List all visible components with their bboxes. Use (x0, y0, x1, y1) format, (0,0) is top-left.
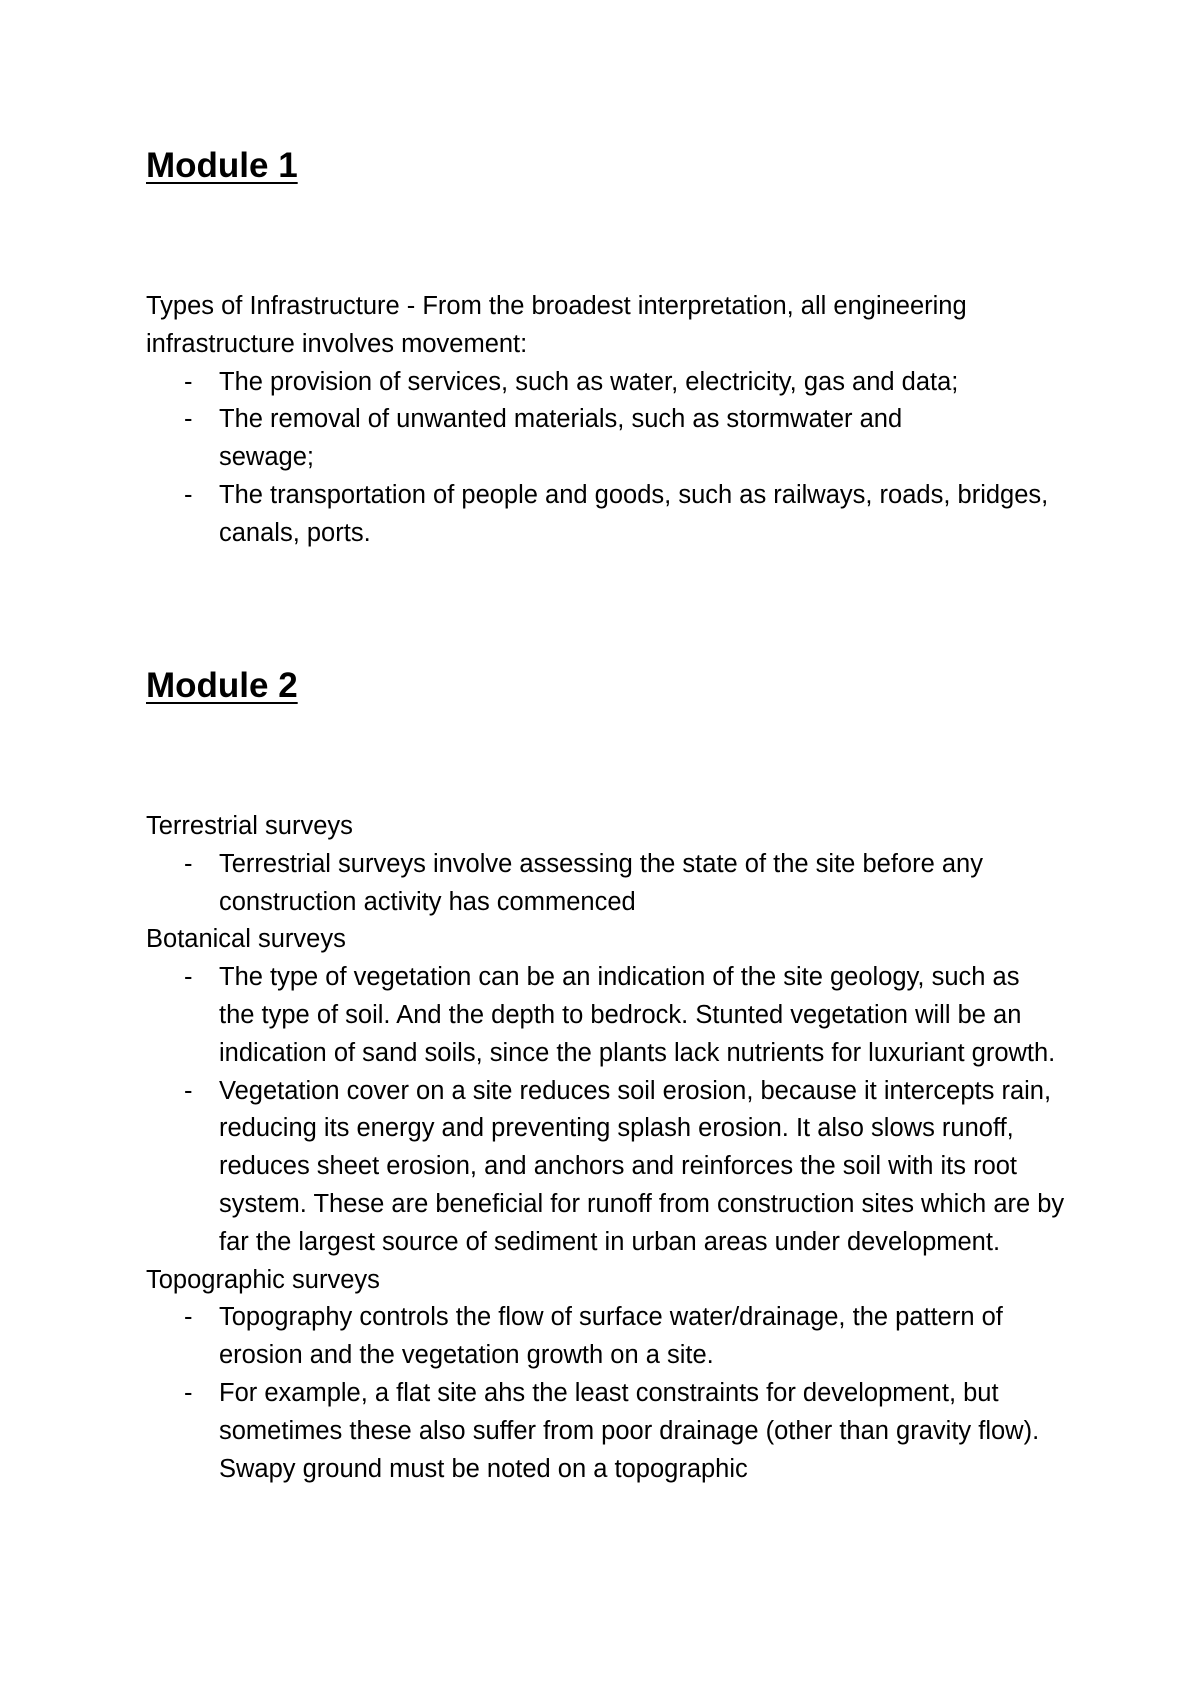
dash-bullet-icon: - (184, 963, 193, 992)
module-2-heading: Module 2 (146, 666, 298, 705)
list-item-text: Topography controls the flow of surface water/drainage, the pattern of erosion and the vegetation growth on a site. (219, 1303, 1003, 1370)
botanical-surveys-list (146, 959, 1076, 1261)
dash-bullet-icon: - (184, 1076, 193, 1105)
list-item (146, 1299, 1076, 1375)
list-item (146, 477, 1076, 553)
list-item-text: Terrestrial surveys involve assessing the state of the site before any construction activity has commenced (219, 849, 983, 916)
dash-bullet-icon: - (184, 1303, 193, 1332)
list-item (146, 1073, 1076, 1262)
list-item-text: The removal of unwanted materials, such as stormwater and sewage; (219, 405, 903, 472)
list-item (146, 364, 1076, 402)
dash-bullet-icon: - (184, 405, 193, 434)
module-2-section (146, 808, 1076, 1488)
dash-bullet-icon: - (184, 1378, 193, 1407)
terrestrial-surveys-list (146, 846, 1076, 922)
topographic-surveys-title: Topographic surveys (146, 1265, 380, 1294)
list-item-text: Vegetation cover on a site reduces soil erosion, because it intercepts rain, reducing its energy and preventing splash erosion. It also slows runoff, reduces sheet erosion, and anchors and reinforces the soil with its root system. These are beneficial for runoff from construction sites which are by far the largest source of sediment in urban areas under development. (219, 1076, 1065, 1256)
list-item-text: For example, a flat site ahs the least constraints for development, but sometimes these also suffer from poor drainage (other than gravity flow). Swapy ground must be noted on a topographic (219, 1378, 1040, 1483)
list-item-text: The type of vegetation can be an indication of the site geology, such as the type of soil. And the depth to bedrock. Stunted vegetation will be an indication of sand soils, since the plants lack nutrients for luxuriant growth. (219, 963, 1056, 1067)
list-item (146, 401, 1076, 477)
infrastructure-intro-line-2: infrastructure involves movement: (146, 329, 528, 358)
infrastructure-list (146, 364, 1076, 553)
terrestrial-surveys-title: Terrestrial surveys (146, 812, 353, 840)
topographic-surveys-list (146, 1299, 1076, 1488)
list-item (146, 959, 1076, 1072)
list-item-text: The transportation of people and goods, such as railways, roads, bridges, canals, ports. (219, 480, 1049, 547)
module-1-heading: Module 1 (146, 146, 298, 185)
dash-bullet-icon: - (184, 367, 193, 396)
dash-bullet-icon: - (184, 849, 193, 878)
infrastructure-intro (146, 288, 1076, 364)
botanical-surveys-title: Botanical surveys (146, 925, 346, 954)
list-item (146, 846, 1076, 922)
list-item (146, 1375, 1076, 1488)
infrastructure-intro-line-1: Types of Infrastructure - From the broadest interpretation, all engineering (146, 292, 967, 320)
module-1-section (146, 288, 1076, 553)
dash-bullet-icon: - (184, 480, 193, 509)
list-item-text: The provision of services, such as water, electricity, gas and data; (219, 367, 959, 396)
